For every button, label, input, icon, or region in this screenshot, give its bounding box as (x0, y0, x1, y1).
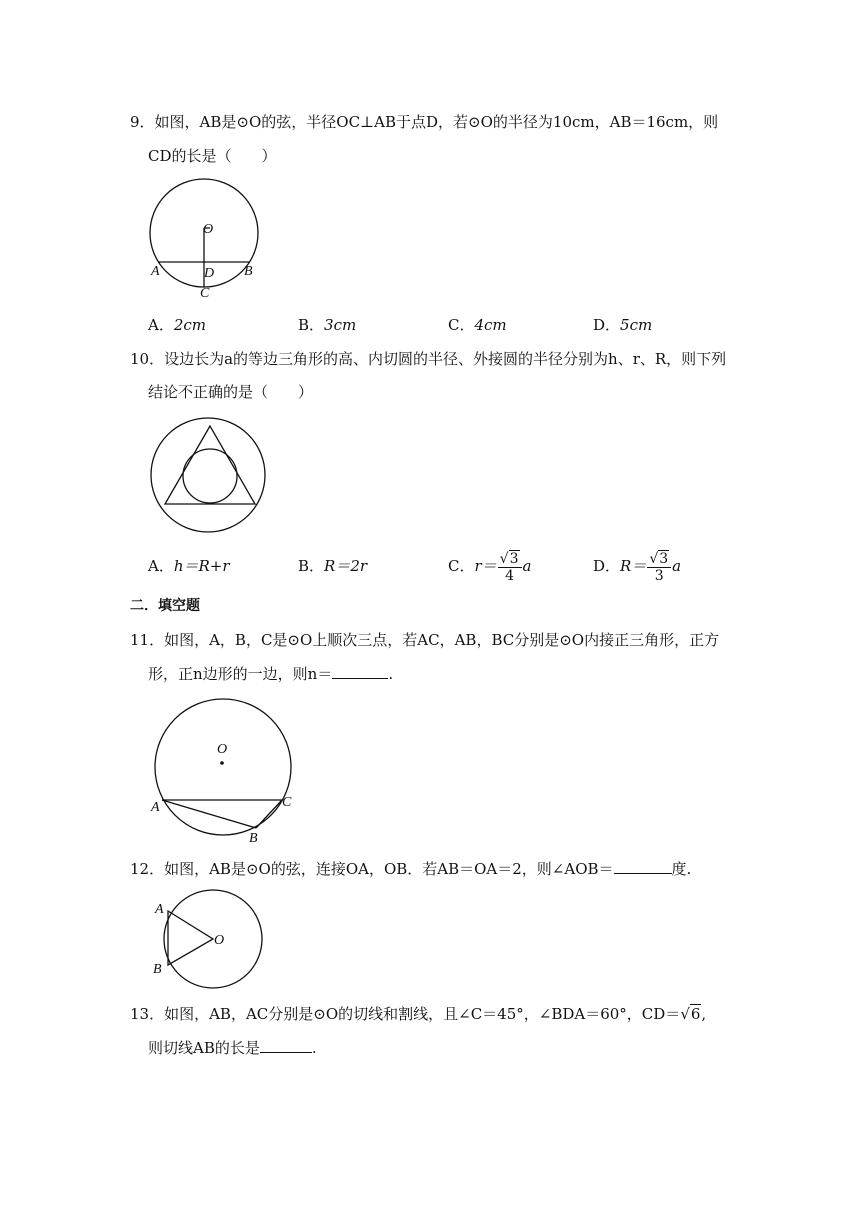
q12-label-a: A (155, 902, 164, 917)
q9-line1 (130, 112, 718, 132)
q11-label-a: A (151, 800, 160, 815)
q13-number: 13． (130, 1005, 165, 1023)
q9-label-a: A (151, 264, 160, 279)
q12-line1: 12．如图，AB是⊙O的弦，连接OA，OB．若AB＝OA＝2，则∠AOB＝ 度. (130, 860, 692, 878)
q12-answer-blank[interactable] (614, 859, 672, 874)
q10-option-d: D．R＝ $\frac{√3}{3}$ a (593, 550, 682, 584)
q11-number: 11． (130, 631, 165, 649)
q11-chord-ab (162, 800, 256, 828)
q9-option-a: A．2cm (148, 316, 207, 334)
q11-line2: 形，正n边形的一边，则n＝ . (148, 665, 394, 683)
q9-label-c: C (200, 286, 210, 300)
q13-sqrt: √6 (680, 1005, 701, 1023)
q13-answer-blank[interactable] (260, 1038, 312, 1053)
q9-label-o: O (203, 222, 214, 237)
q10-option-c: C．r＝ $\frac{√3}{4}$ a (448, 550, 532, 584)
q10-option-a: A．h＝R+r (148, 557, 230, 575)
q10-stem-line1: 设边长为a的等边三角形的高、内切圆的半径、外接圆的半径分别为h、r、R，则下列 (164, 350, 727, 368)
q10-option-b: B．R＝2r (298, 557, 368, 575)
q9-stem-line1: 如图，AB是⊙O的弦，半径OC⊥AB于点D，若⊙O的半径为10cm，AB＝16cm，则 (154, 113, 719, 131)
q9-stem-line2: CD的长是（ ） (148, 147, 277, 165)
q9-option-d: D．5cm (593, 316, 653, 334)
q11-center-dot (220, 761, 224, 765)
q13-line2: 则切线AB的长是 . (148, 1039, 317, 1057)
q11-label-b: B (249, 831, 258, 845)
q10-circumcircle (151, 418, 265, 532)
q12-label-o: O (214, 933, 225, 948)
q12-label-b: B (153, 962, 162, 977)
q9-label-d: D (204, 266, 215, 281)
q12-number: 12． (130, 860, 165, 878)
q9-option-b: B．3cm (298, 316, 357, 334)
q11-label-c: C (282, 795, 292, 810)
q10-equilateral-triangle (165, 426, 255, 504)
section-title-fill-in: 二．填空题 (130, 598, 200, 614)
q10-number: 10． (130, 350, 165, 368)
q9-label-b: B (244, 264, 253, 279)
q11-answer-blank[interactable] (332, 664, 388, 679)
q9-option-c: C．4cm (448, 316, 507, 334)
q11-line1 (130, 630, 719, 650)
q10-line1 (130, 349, 726, 369)
q9-figure (146, 178, 262, 300)
q12-triangle-aob (168, 911, 213, 965)
q10-stem-line2: 结论不正确的是（ ） (148, 383, 314, 401)
q12-figure (148, 885, 268, 995)
q11-chord-bc (256, 800, 282, 828)
q10-option-c-fraction: $\frac{√3}{4}$ (498, 551, 522, 584)
q13-line1: 13．如图，AB，AC分别是⊙O的切线和割线，且∠C＝45°，∠BDA＝60°，CD＝√6, (130, 1005, 707, 1023)
q10-figure (148, 415, 268, 535)
q11-circle (155, 699, 291, 835)
q10-option-d-fraction: $\frac{√3}{3}$ (647, 551, 671, 584)
q11-stem-line1: 如图，A，B，C是⊙O上顺次三点，若AC，AB，BC分别是⊙O内接正三角形，正方 (164, 631, 720, 649)
q9-number: 9． (130, 113, 155, 131)
q11-figure (148, 693, 298, 845)
q10-incircle (183, 449, 237, 503)
q11-label-o: O (217, 742, 228, 757)
